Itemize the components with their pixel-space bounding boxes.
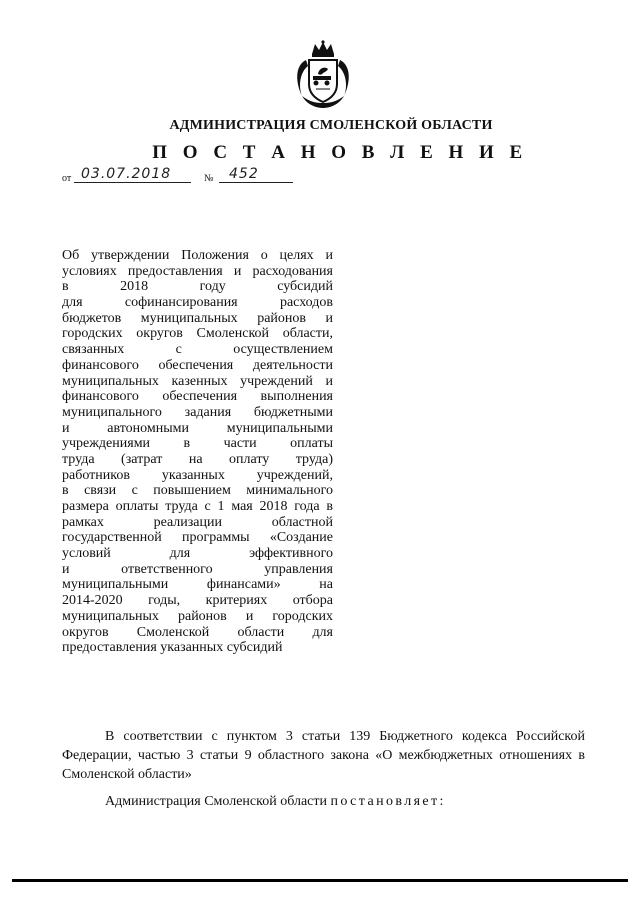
subject-line: финансового обеспечения деятельности <box>62 357 333 373</box>
legal-basis-paragraph: В соответствии с пунктом 3 статьи 139 Бюджетного кодекса Российской Федерации, частью 3 статьи 9 областного закона «О межбюджетных отношениях в Смоленской области» <box>62 729 585 782</box>
subject-line: бюджетов муниципальных районов и <box>62 310 333 326</box>
subject-line: связанных с осуществлением <box>62 342 333 358</box>
subject-line: городских округов Смоленской области, <box>62 326 333 342</box>
subject-line: условий для эффективного <box>62 546 333 562</box>
subject-line: Об утверждении Положения о целях и <box>62 248 333 263</box>
number-underline <box>219 182 293 183</box>
subject-line: 2014-2020 годы, критериях отбора <box>62 593 333 609</box>
subject-line: рамках реализации областной <box>62 514 333 530</box>
subject-line: муниципальных районов и городских <box>62 608 333 624</box>
subject-line: муниципальных казенных учреждений и <box>62 373 333 389</box>
subject-line: условиях предоставления и расходования <box>62 263 333 279</box>
subject-line: государственной программы «Создание <box>62 530 333 546</box>
number-prefix: № <box>204 173 214 184</box>
resolution-paragraph <box>105 794 446 810</box>
handwritten-date: 03.07.2018 <box>81 166 172 182</box>
subject-line: предоставления указанных субсидий <box>62 640 283 656</box>
coat-of-arms-icon <box>292 40 354 110</box>
subject-line: муниципального задания бюджетными <box>62 404 333 420</box>
document-type-title: П О С Т А Н О В Л Е Н И Е <box>152 142 528 163</box>
subject-line: муниципальными финансами» на <box>62 577 333 593</box>
subject-line: в связи с повышением минимального <box>62 483 333 499</box>
subject-line: в 2018 году субсидий <box>62 279 333 295</box>
subject-heading <box>62 248 333 656</box>
subject-line: размера оплаты труда с 1 мая 2018 года в <box>62 499 333 514</box>
subject-line: учреждениями в части оплаты <box>62 436 333 452</box>
subject-line: финансового обеспечения выполнения <box>62 389 333 405</box>
subject-line: округов Смоленской области для <box>62 624 333 640</box>
resolution-subject: Администрация Смоленской области <box>105 794 328 809</box>
subject-line: труда (затрат на оплату труда) <box>62 451 333 467</box>
date-underline <box>74 182 191 183</box>
subject-line: и ответственного управления <box>62 561 333 577</box>
page-bottom-border <box>12 879 628 882</box>
handwritten-number: 452 <box>229 166 259 182</box>
organization-name: АДМИНИСТРАЦИЯ СМОЛЕНСКОЙ ОБЛАСТИ <box>169 118 493 133</box>
date-prefix: от <box>62 173 72 184</box>
subject-line: работников указанных учреждений, <box>62 467 333 483</box>
subject-line: и автономными муниципальными <box>62 420 333 436</box>
date-number-line <box>62 166 302 188</box>
resolution-verb: постановляет: <box>330 794 446 809</box>
subject-line: для софинансирования расходов <box>62 295 333 311</box>
